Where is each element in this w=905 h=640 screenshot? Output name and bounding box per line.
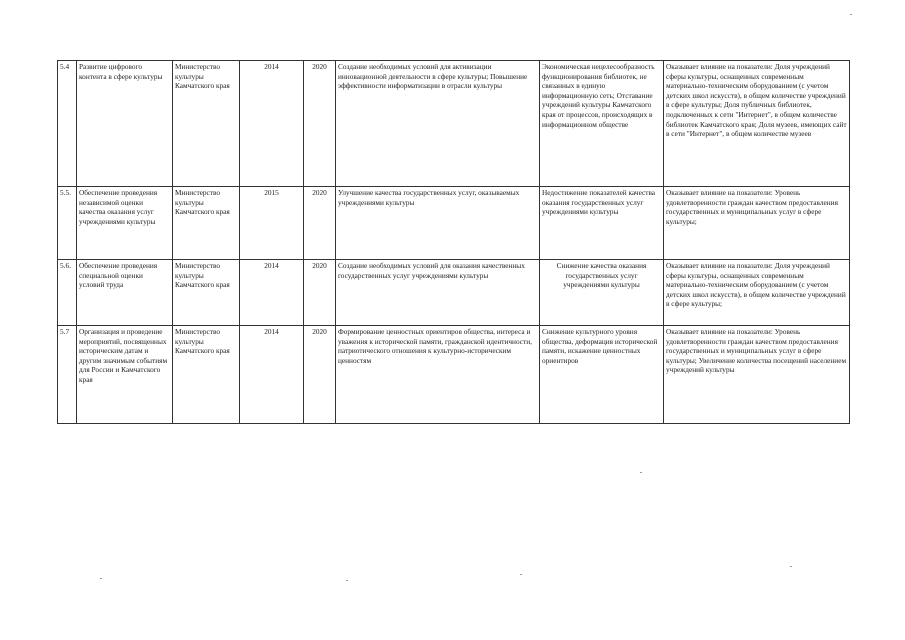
- end-year: 2020: [304, 61, 336, 187]
- end-year: 2020: [304, 326, 336, 424]
- scan-speck: [520, 574, 522, 575]
- non-implementation-consequences: Снижение культурного уровня общества, деформация исторической памяти, искажение ценностных ориентиров: [540, 326, 664, 424]
- table-row: [58, 187, 850, 260]
- scan-speck: [346, 580, 348, 581]
- target-indicators: Оказывает влияние на показатели: Доля учреждений сферы культуры, оснащенных современным материально-техническим оборудованием (с учетом детских школ искусств), в общем количестве учреждений в сфере культуры;: [664, 260, 850, 326]
- table-row: [58, 326, 850, 424]
- row-number: 5.6.: [58, 260, 77, 326]
- table-row: [58, 61, 850, 187]
- start-year: 2015: [240, 187, 304, 260]
- expected-result: Улучшение качества государственных услуг, оказываемых учреждениями культуры: [336, 187, 540, 260]
- non-implementation-consequences: Экономическая нецелесообразность функционирования библиотек, не связанных в единую информационную сеть; Отставание учреждений культуры Камчатского края от процессов, происходящих в информационном обществе: [540, 61, 664, 187]
- target-indicators: Оказывает влияние на показатели: Уровень удовлетворенности граждан качеством предоставления государственных и муниципальных услуг в сфере культуры; Увеличение количества посещений населением учреждений культуры: [664, 326, 850, 424]
- activity-name: Обеспечение проведения специальной оценки условий труда: [77, 260, 173, 326]
- responsible-executor: Министерство культуры Камчатского края: [173, 61, 240, 187]
- expected-result: Формирование ценностных ориентиров общества, интереса и уважения к исторической памяти, гражданской идентичности, патриотического отношения к культурно-историческим ценностям: [336, 326, 540, 424]
- table-row: [58, 260, 850, 326]
- responsible-executor: Министерство культуры Камчатского края: [173, 260, 240, 326]
- row-number: 5.4: [58, 61, 77, 187]
- end-year: 2020: [304, 260, 336, 326]
- scan-speck: [790, 566, 792, 567]
- start-year: 2014: [240, 260, 304, 326]
- end-year: 2020: [304, 187, 336, 260]
- responsible-executor: Министерство культуры Камчатского края: [173, 187, 240, 260]
- start-year: 2014: [240, 326, 304, 424]
- program-activities-table: [57, 60, 850, 424]
- scan-speck: [850, 14, 852, 15]
- non-implementation-consequences: Недостижение показателей качества оказания государственных услуг учреждениями культуры: [540, 187, 664, 260]
- non-implementation-consequences: Снижение качества оказания государственных услуг учреждениями культуры: [540, 260, 664, 326]
- target-indicators: Оказывает влияние на показатели: Доля учреждений сферы культуры, оснащенных современным материально-техническим оборудованием (с учетом детских школ искусств), в общем количестве учреждений в сфере культуры; Доля публичных библиотек, подключенных к сети "Интернет", в общем количестве библиотек Камчатского края; Доля музеев, имеющих сайт в сети "Интернет", в общем количестве музеев: [664, 61, 850, 187]
- responsible-executor: Министерство культуры Камчатского края: [173, 326, 240, 424]
- scan-speck: [640, 472, 642, 473]
- row-number: 5.7: [58, 326, 77, 424]
- activity-name: Обеспечение проведения независимой оценки качества оказания услуг учреждениями культуры: [77, 187, 173, 260]
- scan-speck: [100, 578, 102, 579]
- activity-name: Развитие цифрового контента в сфере культуры: [77, 61, 173, 187]
- expected-result: Создание необходимых условий для активизации инновационной деятельности в сфере культуры; Повышение эффективности информатизации в отрасли культуры: [336, 61, 540, 187]
- activity-name: Организация и проведение мероприятий, посвященных историческим датам и другим значимым событиям для России и Камчатского края: [77, 326, 173, 424]
- target-indicators: Оказывает влияние на показатели: Уровень удовлетворенности граждан качеством предоставления государственных и муниципальных услуг в сфере культуры;: [664, 187, 850, 260]
- expected-result: Создание необходимых условий для оказания качественных государственных услуг учреждениями культуры: [336, 260, 540, 326]
- start-year: 2014: [240, 61, 304, 187]
- row-number: 5.5.: [58, 187, 77, 260]
